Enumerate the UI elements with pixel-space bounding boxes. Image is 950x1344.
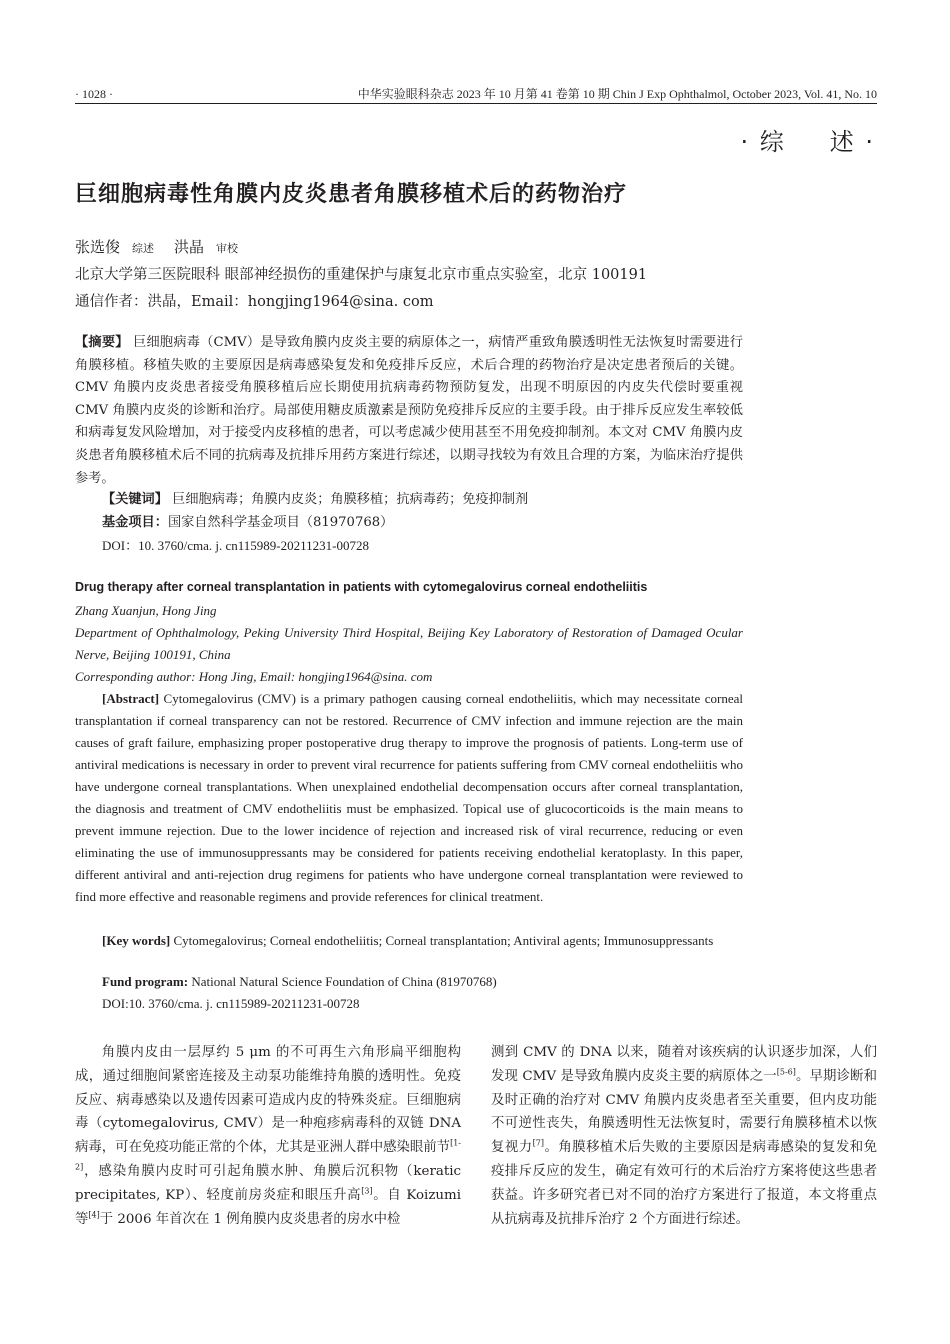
english-fund-text: National Natural Science Foundation of China (81970768) [188, 974, 497, 989]
english-abstract-text: Cytomegalovirus (CMV) is a primary pathogen causing corneal endotheliitis, which may necessitate corneal transplantation if corneal transparency can not be restored. Recurrence of CMV infection and immune rejection are the main causes of graft failure, emphasizing proper postoperative drug therapy to improve the prognosis of patients. Long-term use of antiviral medications is necessary in order to prevent viral recurrence for patients suffering from CMV corneal endotheliitis who have undergone corneal transplantations. When unexplained endothelial decompensation occurs after corneal transplantation, the diagnosis and treatment of CMV endotheliitis must be emphasized. Topical use of glucocorticoids is the main means to prevent immune rejection. Due to the lower incidence of rejection and increased risk of viral recurrence, reducing or even eliminating the use of immunosuppressants may be considered for patients receiving endothelial keratoplasty. In this paper, different antiviral and anti-rejection drug regimens for patients who have undergone corneal transplantation were reviewed to find more effective and reasonable regimens and provide references for clinical treatment. [75, 691, 743, 904]
keywords-cn-text: 巨细胞病毒；角膜内皮炎；角膜移植；抗病毒药；免疫抑制剂 [167, 492, 529, 507]
section-label-left: · 综 [740, 128, 786, 156]
english-title: Drug therapy after corneal transplantation in patients with cytomegalovirus corneal endotheliitis [75, 580, 648, 594]
citation: [5-6] [776, 1067, 796, 1077]
english-abstract-label: [Abstract] [102, 691, 160, 706]
running-header [75, 85, 877, 103]
english-authors: Zhang Xuanjun, Hong Jing [75, 603, 217, 618]
header-rule [75, 103, 877, 104]
english-doi: DOI:10. 3760/cma. j. cn115989-20211231-00728 [102, 996, 360, 1011]
fund-cn-text: 国家自然科学基金项目（81970768） [167, 515, 394, 530]
fund-cn-label: 基金项目： [102, 515, 168, 530]
reviewer-name: 洪晶 [174, 238, 205, 256]
journal-citation: 中华实验眼科杂志 2023 年 10 月第 41 卷第 10 期 Chin J Exp Ophthalmol, October 2023, Vol. 41, No. 10 [357, 87, 877, 101]
author-name: 张选俊 [75, 238, 121, 256]
english-keywords [75, 930, 743, 952]
english-fund-label: Fund program: [102, 974, 189, 989]
citation: [4] [88, 1210, 100, 1220]
body-paragraph: 角膜内皮由一层厚约 5 μm 的不可再生六角形扁平细胞构成，通过细胞间紧密连接及主动泵功能维持角膜的透明性。免疫反应、病毒感染以及遗传因素可造成内皮的特殊炎症。巨细胞病毒（cytomegalovirus, CMV）是一种疱疹病毒科的双链 DNA 病毒，可在免疫功能正常的个体，尤其是亚洲人群中感染眼前节[1-2]，感染角膜内皮时可引起角膜水肿、角膜后沉积物（keratic precipitates, KP）、轻度前房炎症和眼压升高[3]。自 Koizumi 等[4]于 2006 年首次在 1 例角膜内皮炎患者的房水中检 [75, 1045, 461, 1227]
author-role: 综述 [132, 242, 155, 255]
english-keywords-label: [Key words] [102, 933, 171, 948]
citation: [3] [361, 1186, 373, 1196]
reviewer-role: 审校 [216, 242, 239, 255]
english-affiliation: Department of Ophthalmology, Peking University Third Hospital, Beijing Key Laboratory of Restoration of Damaged Ocular Nerve, Beijing 100191, China [75, 625, 743, 662]
english-keywords-text: Cytomegalovirus; Corneal endotheliitis; Corneal transplantation; Antiviral agents; Immunosuppressants [170, 933, 714, 948]
fund-cn [102, 511, 393, 530]
english-correspondence: Corresponding author: Hong Jing, Email: hongjing1964@sina. com [75, 669, 433, 684]
citation: [7] [532, 1138, 544, 1148]
abstract-cn [75, 332, 743, 490]
abstract-cn-label: 【摘要】 [75, 335, 129, 350]
abstract-cn-text: 巨细胞病毒（CMV）是导致角膜内皮炎主要的病原体之一，病情严重致角膜透明性无法恢复时需要进行角膜移植。移植失败的主要原因是病毒感染复发和免疫排斥反应，术后合理的药物治疗是决定患者预后的关键。CMV 角膜内皮炎患者接受角膜移植后应长期使用抗病毒药物预防复发，出现不明原因的内皮失代偿时要重视 CMV 角膜内皮炎的诊断和治疗。局部使用糖皮质激素是预防免疫排斥反应的主要手段。由于排斥反应发生率较低和病毒复发风险增加，对于接受内皮移植的患者，可以考虑减少使用甚至不用免疫抑制剂。本文对 CMV 角膜内皮炎患者角膜移植术后不同的抗病毒及抗排斥用药方案进行综述，以期寻找较为有效且合理的方案，为临床治疗提供参考。 [75, 335, 743, 486]
english-abstract [75, 688, 743, 908]
citation: [1-2] [75, 1138, 461, 1172]
body-column-right [491, 1041, 877, 1231]
section-label [740, 122, 875, 157]
body-paragraph: 测到 CMV 的 DNA 以来，随着对该疾病的认识逐步加深，人们发现 CMV 是导致角膜内皮炎主要的病原体之一[5-6]。早期诊断和及时正确的治疗对 CMV 角膜内皮炎患者至关重要，但内皮功能不可逆性丧失，角膜透明性无法恢复时，需要行角膜移植术以恢复视力[7]。角膜移植术后失败的主要原因是病毒感染的复发和免疫排斥反应的发生，确定有效可行的术后治疗方案将使这些患者获益。许多研究者已对不同的治疗方案进行了报道，本文将重点从抗病毒及抗排斥治疗 2 个方面进行综述。 [491, 1045, 878, 1227]
article-title: 巨细胞病毒性角膜内皮炎患者角膜移植术后的药物治疗 [75, 182, 628, 207]
page-number: · 1028 · [75, 87, 113, 101]
body-column-left [75, 1041, 461, 1231]
doi-cn: DOI：10. 3760/cma. j. cn115989-20211231-00728 [102, 538, 369, 553]
english-fund [102, 974, 497, 990]
keywords-cn [102, 488, 528, 507]
affiliation: 北京大学第三医院眼科 眼部神经损伤的重建保护与康复北京市重点实验室，北京 100191 [75, 267, 648, 283]
correspondence: 通信作者：洪晶，Email：hongjing1964@sina. com [75, 294, 434, 310]
section-label-right: 述 · [829, 128, 875, 156]
keywords-cn-label: 【关键词】 [102, 492, 168, 507]
author-line [75, 236, 258, 257]
